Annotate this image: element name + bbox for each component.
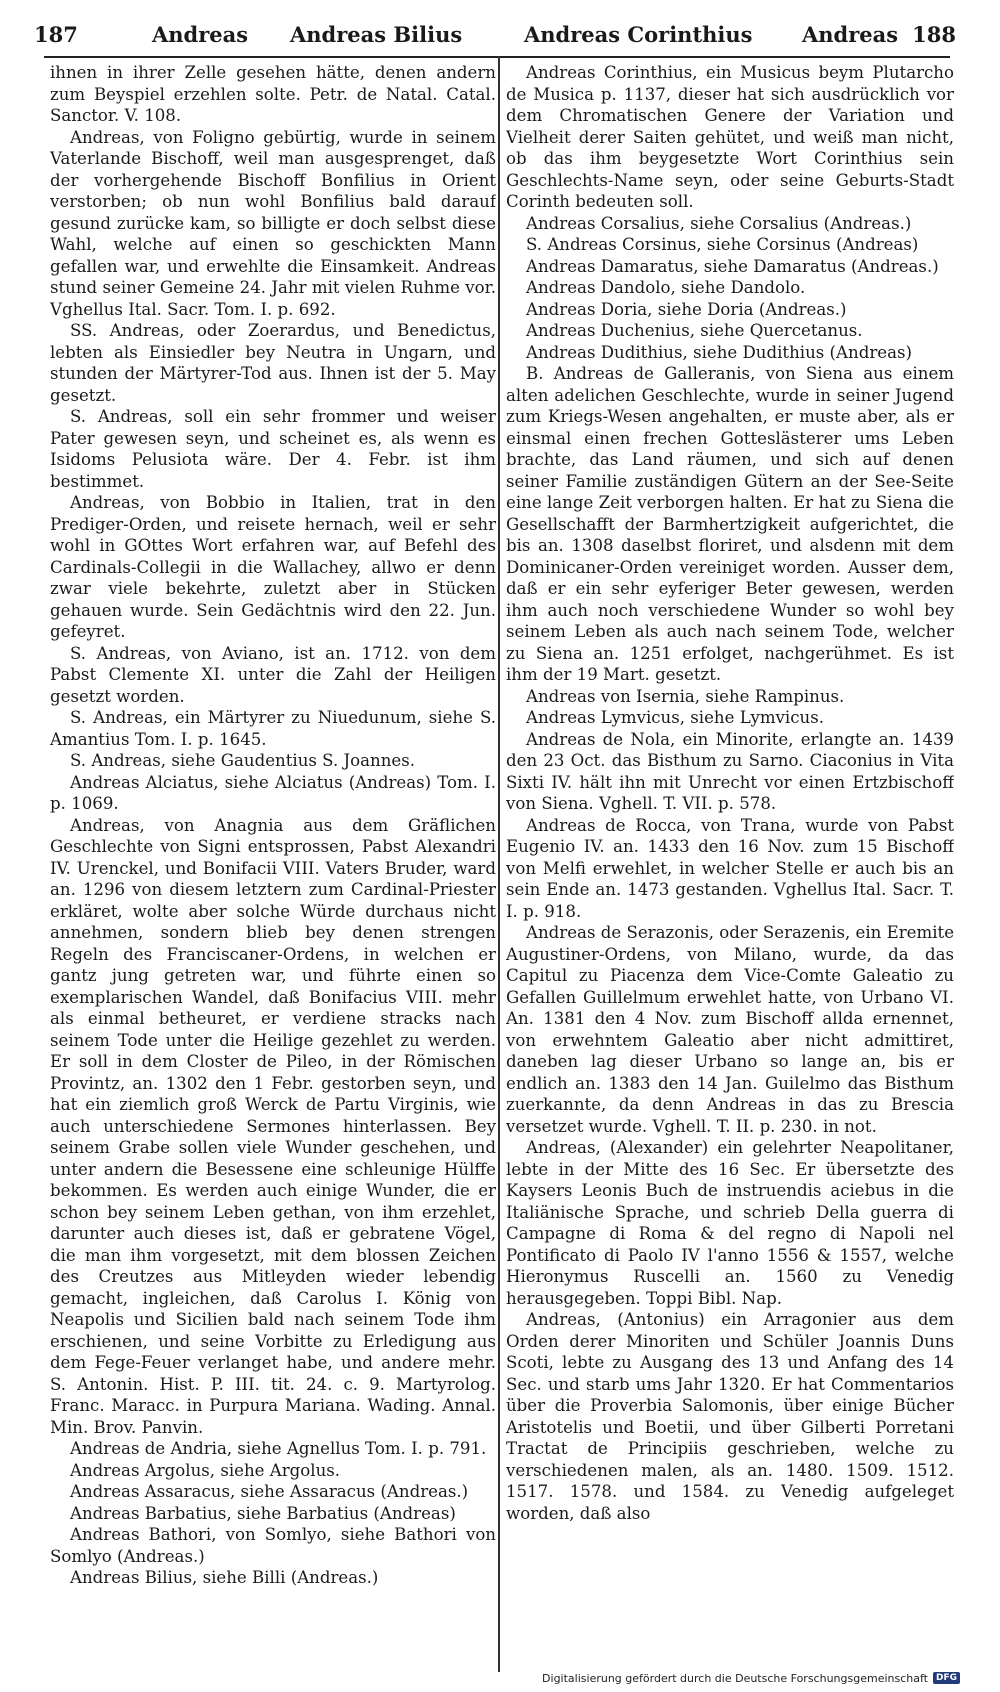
left-entry-14: Andreas Bathori, von Somlyo, siehe Bathori von Somlyo (Andreas.)	[50, 1525, 496, 1566]
right-entry-6: Andreas Duchenius, siehe Quercetanus.	[526, 321, 863, 340]
right-entry-0: Andreas Corinthius, ein Musicus beym Plutarcho de Musica p. 1137, dieser hat sich ausdrücklich vor dem Chromatischen Genere der Variation und Vielheit derer Saiten gehütet, und weiß man nicht, ob das ihm beygesetzte Wort Corinthius sein Geschlechts-Name seyn, oder seine Geburts-Stadt Corinth bedeuten soll.	[506, 63, 954, 211]
right-entry-7: Andreas Dudithius, siehe Dudithius (Andreas)	[526, 342, 912, 362]
footer-text: Digitalisierung gefördert durch die Deutsche Forschungsgemeinschaft	[542, 1671, 928, 1685]
left-entry-4: Andreas, von Bobbio in Italien, trat in den Prediger-Orden, und reisete hernach, weil er sehr wohl in GOttes Wort erfahren war, auf Befehl des Cardinals-Collegii in die Wallachey, allwo er denn zwar viele bekehrte, zuletzt aber in Stücken gehauen wurde. Sein Gedächtnis wird den 22. Jun. gefeyret.	[50, 493, 496, 641]
left-entry-12: Andreas Assaracus, siehe Assaracus (Andreas.)	[70, 1482, 469, 1501]
right-entry-14: Andreas, (Alexander) ein gelehrter Neapolitaner, lebte in der Mitte des 16 Sec. Er übersetzte des Kaysers Leonis Buch de instruendis aciebus in die Italiänische Sprache, und schrieb Della guerra di Campagne di Roma & del regno di Napoli nel Pontificato di Paolo IV l'anno 1556 & 1557, welche Hieronymus Ruscelli an. 1560 zu Venedig herausgegeben. Toppi Bibl. Nap.	[506, 1138, 954, 1308]
right-entry-8: B. Andreas de Galleranis, von Siena aus einem alten adelichen Geschlechte, wurde in seiner Jugend zum Kriegs-Wesen angehalten, er muste aber, als er einsmal einen frechen Gotteslästerer ums Leben brachte, das Land räumen, und sich auf denen seiner Familie zuständigen Gütern an der See-Seite eine lange Zeit verborgen halten. Er hat zu Siena die Gesellschafft der Barmhertzigkeit aufgerichtet, die bis an. 1308 daselbst floriret, und alsdenn mit dem Dominicaner-Orden vereiniget worden. Ausser dem, daß er ein sehr eyferiger Beter gewesen, werden ihm auch noch verschiedene Wunder so wohl bey seinem Leben als auch nach seinem Tode, welcher zu Siena an. 1251 erfolget, nachgerühmet. Es ist ihm der 19 Mart. gesetzt.	[506, 364, 954, 684]
right-catchword: Andreas	[802, 22, 899, 47]
left-entry-7: S. Andreas, siehe Gaudentius S. Joannes.	[70, 751, 416, 770]
left-entry-13: Andreas Barbatius, siehe Barbatius (Andreas)	[70, 1503, 456, 1523]
left-column	[50, 62, 496, 1652]
right-entry-3: Andreas Damaratus, siehe Damaratus (Andreas.)	[526, 256, 939, 276]
column-divider	[498, 56, 500, 1672]
left-entry-0: ihnen in ihrer Zelle gesehen hätte, denen andern zum Beyspiel erzehlen solte. Petr. de Natal. Catal. Sanctor. V. 108.	[50, 63, 496, 125]
right-entry-2: S. Andreas Corsinus, siehe Corsinus (Andreas)	[526, 235, 919, 254]
right-entry-4: Andreas Dandolo, siehe Dandolo.	[526, 278, 806, 297]
left-entry-1: Andreas, von Foligno gebürtig, wurde in seinem Vaterlande Bischoff, weil man ausgesprenget, daß der vorhergehende Bischoff Bonfilius in Orient verstorben; ob nun wohl Bonfilius bald darauf gesund zurücke kam, so billigte er doch selbst diese Wahl, welche auf einen so geschickten Mann gefallen war, und erwehlte die Einsamkeit. Andreas stund seiner Gemeine 24. Jahr mit vielen Ruhme vor. Vghellus Ital. Sacr. Tom. I. p. 692.	[50, 127, 496, 319]
left-entry-5: S. Andreas, von Aviano, ist an. 1712. von dem Pabst Clemente XI. unter die Zahl der Heiligen gesetzt worden.	[50, 643, 496, 706]
left-entry-10: Andreas de Andria, siehe Agnellus Tom. I. p. 791.	[70, 1439, 487, 1458]
left-entry-11: Andreas Argolus, siehe Argolus.	[70, 1460, 341, 1480]
left-entry-8: Andreas Alciatus, siehe Alciatus (Andreas) Tom. I. p. 1069.	[50, 772, 496, 813]
right-page-number: 188	[912, 22, 956, 47]
right-catchword-2: Andreas Corinthius	[524, 22, 753, 47]
right-entry-15: Andreas, (Antonius) ein Arragonier aus dem Orden derer Minoriten und Schüler Joannis Duns Scoti, lebte zu Ausgang des 13 und Anfang des 14 Sec. und starb ums Jahr 1320. Er hat Commentarios über die Proverbia Salomonis, über einige Bücher Aristotelis und Boetii, und über Gilberti Porretani Tractat de Principiis geschrieben, welche zu verschiedenen malen, als an. 1480. 1509. 1512. 1517. 1578. und 1584. zu Venedig aufgeleget worden, daß also	[506, 1310, 954, 1523]
left-entry-9: Andreas, von Anagnia aus dem Gräflichen Geschlechte von Signi entsprossen, Pabst Alexandri IV. Urenckel, und Bonifacii VIII. Vaters Bruder, ward an. 1296 von diesem letztern zum Cardinal-Priester erkläret, wolte aber solche Würde durchaus nicht annehmen, sondern blieb bey denen strengen Regeln des Franciscaner-Ordens, in welchen er gantz jung getreten war, und führte einen so exemplarischen Wandel, daß Bonifacius VIII. mehr als einmal betheuret, er verdiene stracks nach seinem Tode unter die Heilige gezehlet zu werden. Er soll in dem Closter de Pileo, in der Römischen Provintz, an. 1302 den 1 Febr. gestorben seyn, und hat ein ziemlich groß Werck de Partu Virginis, wie auch unterschiedene Sermones hinterlassen. Bey seinem Grabe sollen viele Wunder geschehen, und unter andern die Besessene eine schleunige Hülffe bekommen. Es werden auch einige Wunder, die er schon bey seinem Leben gethan, von ihm erzehlet, darunter auch dieses ist, daß er gebratene Vögel, die man ihm vorgesetzt, mit dem blossen Zeichen des Creutzes aus Mitleyden wieder lebendig gemacht, ingleichen, daß Carolus I. König von Neapolis und Sicilien bald nach seinem Tode ihm erschienen, und seine Vorbitte zu Erledigung aus dem Fege-Feuer verlanget habe, und andere mehr. S. Antonin. Hist. P. III. tit. 24. c. 9. Martyrolog. Franc. Maracc. in Purpura Mariana. Wading. Annal. Min. Brov. Panvin.	[50, 815, 496, 1437]
right-entry-11: Andreas de Nola, ein Minorite, erlangte an. 1439 den 23 Oct. das Bisthum zu Sarno. Ciaconius in Vita Sixti IV. hält ihn mit Unrecht vor einen Ertzbischoff von Siena. Vghell. T. VII. p. 578.	[506, 729, 954, 813]
left-entry-15: Andreas Bilius, siehe Billi (Andreas.)	[70, 1568, 379, 1587]
right-entry-12: Andreas de Rocca, von Trana, wurde von Pabst Eugenio IV. an. 1433 den 16 Nov. zum 15 Bischoff von Melfi erwehlet, in welcher Stelle er auch bis an sein Ende an. 1473 gestanden. Vghellus Ital. Sacr. T. I. p. 918.	[506, 815, 954, 921]
left-entry-2: SS. Andreas, oder Zoerardus, und Benedictus, lebten als Einsiedler bey Neutra in Ungarn, und stunden der Märtyrer-Tod aus. Ihnen ist der 5. May gesetzt.	[50, 321, 496, 405]
page-header	[34, 22, 956, 56]
left-entry-3: S. Andreas, soll ein sehr frommer und weiser Pater gewesen seyn, und scheinet es, als wenn es Isidoms Pelusiota wäre. Der 4. Febr. ist ihm bestimmet.	[50, 407, 496, 491]
digitization-footer	[542, 1670, 960, 1686]
header-rule	[44, 56, 950, 58]
right-entry-5: Andreas Doria, siehe Doria (Andreas.)	[526, 299, 847, 319]
right-entry-9: Andreas von Isernia, siehe Rampinus.	[526, 686, 845, 706]
right-entry-10: Andreas Lymvicus, siehe Lymvicus.	[526, 708, 825, 727]
left-catchword-2: Andreas Bilius	[290, 22, 463, 47]
left-catchword: Andreas	[152, 22, 249, 47]
left-page-number: 187	[34, 22, 78, 47]
right-column	[506, 62, 954, 1652]
dfg-logo: DFG	[933, 1672, 960, 1684]
right-entry-1: Andreas Corsalius, siehe Corsalius (Andreas.)	[526, 213, 912, 233]
right-entry-13: Andreas de Serazonis, oder Serazenis, ein Eremite Augustiner-Ordens, von Milano, wurde, da das Capitul zu Piacenza dem Vice-Comte Galeatio zu Gefallen Guillelmum erwehlet hatte, von Urbano VI. An. 1381 den 4 Nov. zum Bischoff allda ernennet, von erwehntem Galeatio aber nicht admittiret, daneben lag dieser Urbano so lange an, bis er endlich an. 1383 den 14 Jan. Guilelmo das Bisthum zuerkannte, da denn Andreas in das zu Brescia versetzet wurde. Vghell. T. II. p. 230. in not.	[506, 923, 954, 1136]
left-entry-6: S. Andreas, ein Märtyrer zu Niuedunum, siehe S. Amantius Tom. I. p. 1645.	[50, 708, 496, 749]
